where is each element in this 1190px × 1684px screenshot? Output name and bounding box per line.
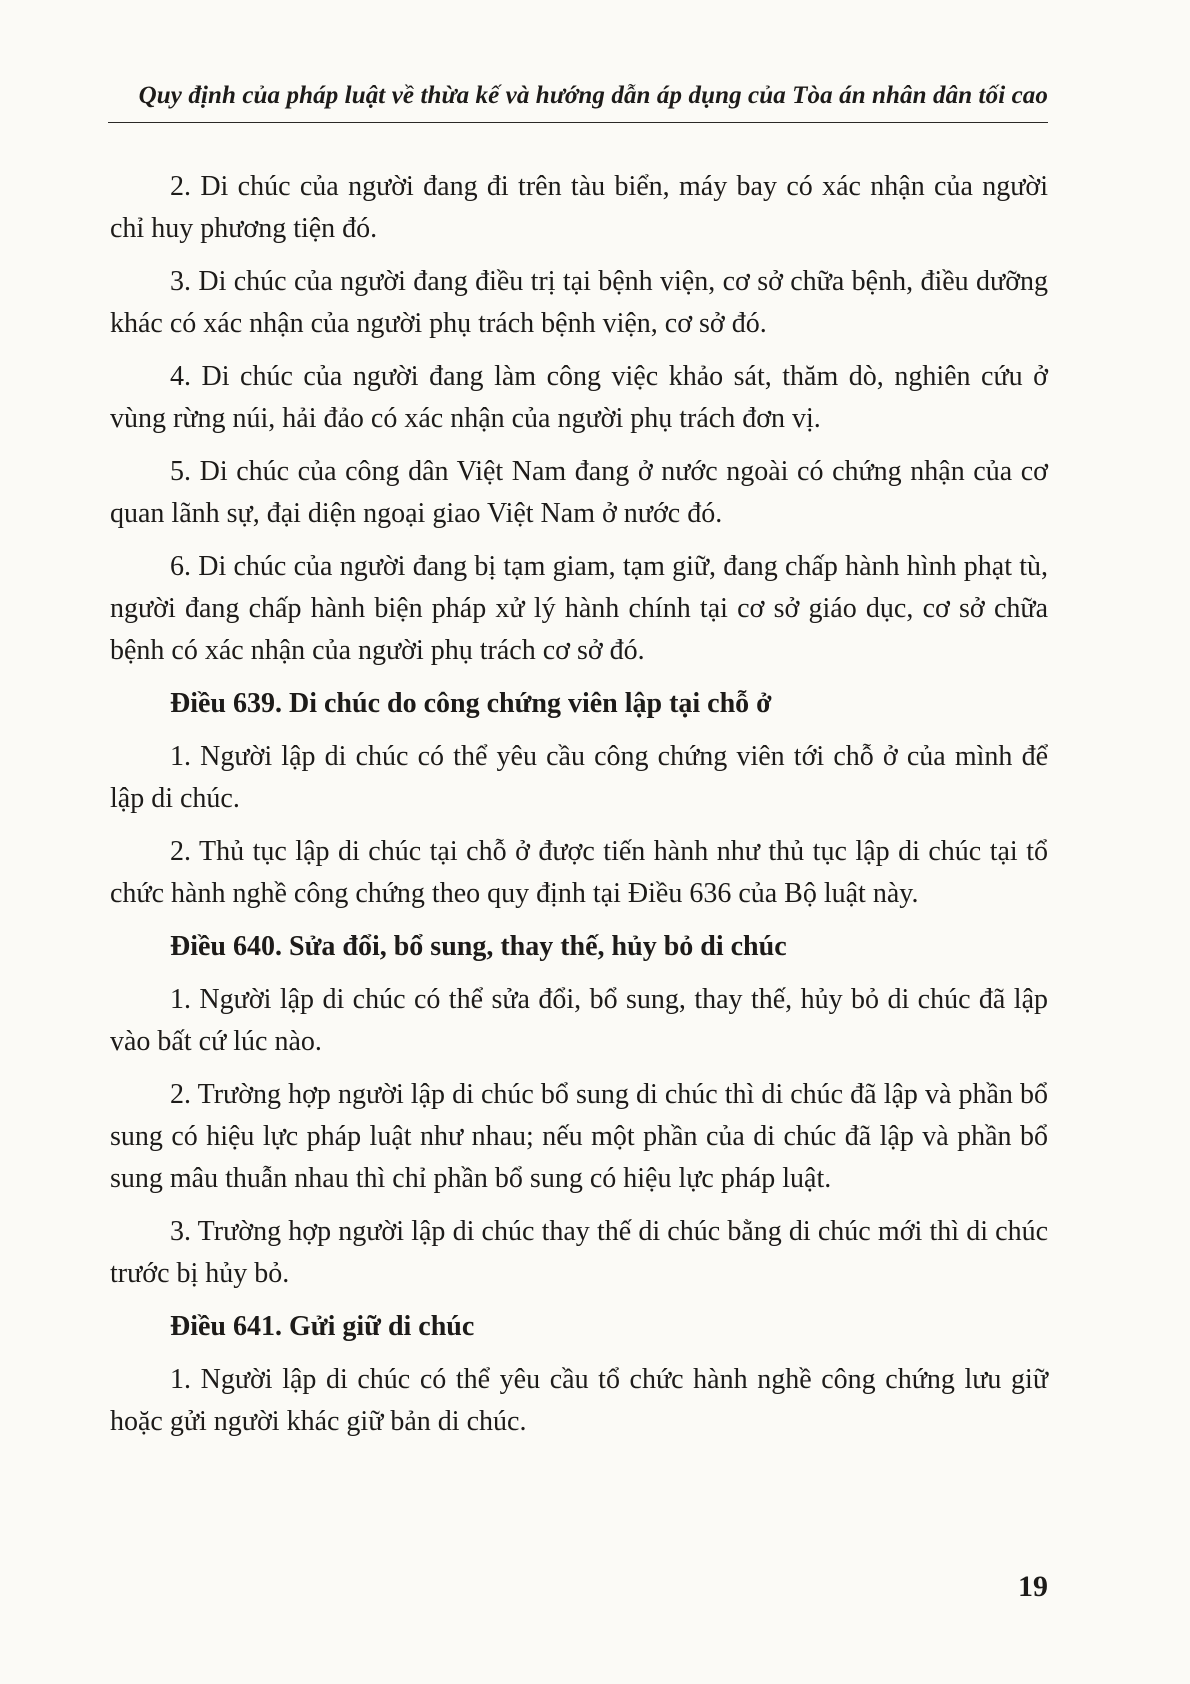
article-640-clause-3: 3. Trường hợp người lập di chúc thay thế di chúc bằng di chúc mới thì di chúc trước bị hủy bỏ. — [110, 1216, 1048, 1289]
article-639-clause-2: 2. Thủ tục lập di chúc tại chỗ ở được tiến hành như thủ tục lập di chúc tại tổ chức hành nghề công chứng theo quy định tại Điều 636 của Bộ luật này. — [110, 836, 1048, 909]
page-body — [110, 166, 1048, 1454]
paragraph-clause-3: 3. Di chúc của người đang điều trị tại bệnh viện, cơ sở chữa bệnh, điều dưỡng khác có xác nhận của người phụ trách bệnh viện, cơ sở đó. — [110, 266, 1048, 339]
article-641-clause-1: 1. Người lập di chúc có thể yêu cầu tổ chức hành nghề công chứng lưu giữ hoặc gửi người khác giữ bản di chúc. — [110, 1364, 1048, 1437]
article-639-heading: Điều 639. Di chúc do công chứng viên lập tại chỗ ở — [170, 688, 772, 719]
running-header: Quy định của pháp luật về thừa kế và hướng dẫn áp dụng của Tòa án nhân dân tối cao — [138, 82, 1048, 109]
paragraph-clause-4: 4. Di chúc của người đang làm công việc khảo sát, thăm dò, nghiên cứu ở vùng rừng núi, hải đảo có xác nhận của người phụ trách đơn vị. — [110, 361, 1048, 434]
paragraph-clause-5: 5. Di chúc của công dân Việt Nam đang ở nước ngoài có chứng nhận của cơ quan lãnh sự, đại diện ngoại giao Việt Nam ở nước đó. — [110, 456, 1048, 529]
article-640-clause-2: 2. Trường hợp người lập di chúc bổ sung di chúc thì di chúc đã lập và phần bổ sung có hiệu lực pháp luật như nhau; nếu một phần của di chúc đã lập và phần bổ sung mâu thuẫn nhau thì chỉ phần bổ sung có hiệu lực pháp luật. — [110, 1079, 1048, 1194]
page-number: 19 — [1018, 1570, 1048, 1603]
article-639-clause-1: 1. Người lập di chúc có thể yêu cầu công chứng viên tới chỗ ở của mình để lập di chúc. — [110, 741, 1048, 814]
article-640-clause-1: 1. Người lập di chúc có thể sửa đổi, bổ sung, thay thế, hủy bỏ di chúc đã lập vào bất cứ lúc nào. — [110, 984, 1048, 1057]
paragraph-clause-6: 6. Di chúc của người đang bị tạm giam, tạm giữ, đang chấp hành hình phạt tù, người đang chấp hành biện pháp xử lý hành chính tại cơ sở giáo dục, cơ sở chữa bệnh có xác nhận của người phụ trách cơ sở đó. — [110, 551, 1048, 666]
paragraph-clause-2: 2. Di chúc của người đang đi trên tàu biển, máy bay có xác nhận của người chỉ huy phương tiện đó. — [110, 171, 1048, 244]
header-rule — [108, 122, 1048, 123]
article-640-heading: Điều 640. Sửa đổi, bổ sung, thay thế, hủy bỏ di chúc — [170, 931, 787, 962]
article-641-heading: Điều 641. Gửi giữ di chúc — [170, 1311, 475, 1342]
